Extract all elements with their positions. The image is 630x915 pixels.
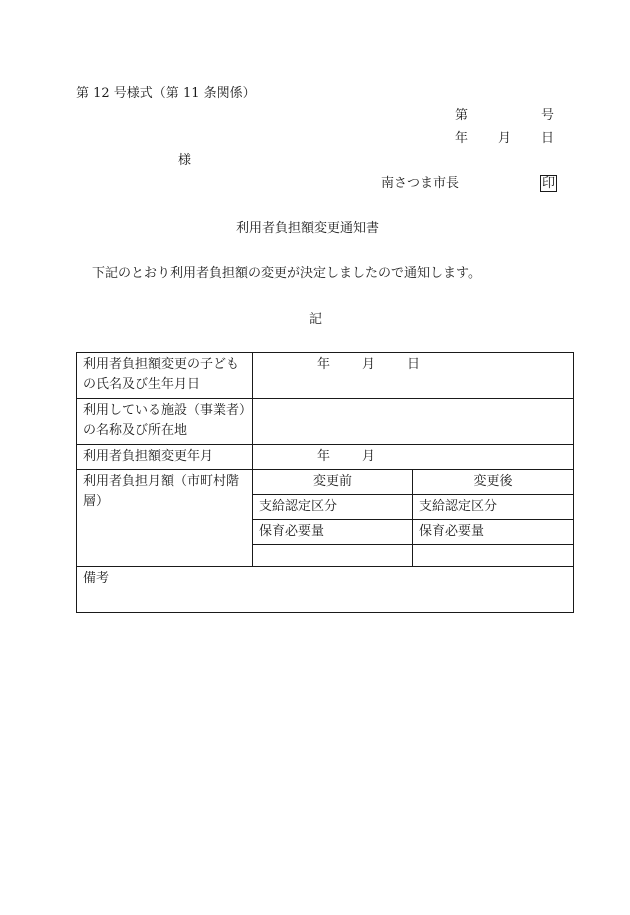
after-header: 変更後 bbox=[413, 470, 574, 495]
child-label: 利用者負担額変更の子どもの氏名及び生年月日 bbox=[77, 353, 253, 399]
monthly-amount-label: 利用者負担月額（市町村階層） bbox=[77, 470, 253, 567]
body-text: 下記のとおり利用者負担額の変更が決定しましたので通知します。 bbox=[92, 266, 481, 281]
date-month: 月 bbox=[498, 131, 512, 146]
facility-row bbox=[77, 399, 574, 445]
date-day: 日 bbox=[541, 131, 555, 146]
child-row bbox=[77, 353, 574, 399]
before-care-need-label: 保育必要量 bbox=[253, 520, 413, 545]
doc-number-suffix: 号 bbox=[541, 108, 555, 123]
change-year: 年 bbox=[317, 449, 331, 464]
seal-label: 印 bbox=[542, 176, 556, 191]
doc-number-prefix: 第 bbox=[455, 108, 469, 123]
child-birth-day: 日 bbox=[407, 357, 421, 372]
before-header: 変更前 bbox=[253, 470, 413, 495]
before-certification-label: 支給認定区分 bbox=[253, 495, 413, 520]
change-date-row bbox=[77, 445, 574, 470]
child-birth-year: 年 bbox=[317, 357, 331, 372]
after-care-need-label: 保育必要量 bbox=[413, 520, 574, 545]
after-amount-value bbox=[413, 545, 574, 567]
issuer-name: 南さつま市長 bbox=[381, 176, 460, 191]
document-title: 利用者負担額変更通知書 bbox=[236, 221, 380, 236]
child-birth-month: 月 bbox=[362, 357, 376, 372]
remarks-row bbox=[77, 567, 574, 613]
addressee-suffix: 様 bbox=[178, 153, 192, 168]
change-date-cell bbox=[253, 445, 574, 470]
ki-heading: 記 bbox=[309, 312, 323, 327]
facility-value bbox=[253, 399, 574, 445]
monthly-header-row bbox=[77, 470, 574, 495]
before-amount-value bbox=[253, 545, 413, 567]
remarks-label: 備考 bbox=[77, 567, 574, 613]
after-certification-label: 支給認定区分 bbox=[413, 495, 574, 520]
facility-label: 利用している施設（事業者）の名称及び所在地 bbox=[77, 399, 253, 445]
seal-mark bbox=[540, 175, 557, 192]
date-year: 年 bbox=[455, 131, 469, 146]
change-date-label: 利用者負担額変更年月 bbox=[77, 445, 253, 470]
form-number: 第 12 号様式（第 11 条関係） bbox=[76, 86, 256, 101]
child-birthdate-cell bbox=[253, 353, 574, 399]
notification-table bbox=[76, 352, 574, 613]
change-month: 月 bbox=[362, 449, 376, 464]
